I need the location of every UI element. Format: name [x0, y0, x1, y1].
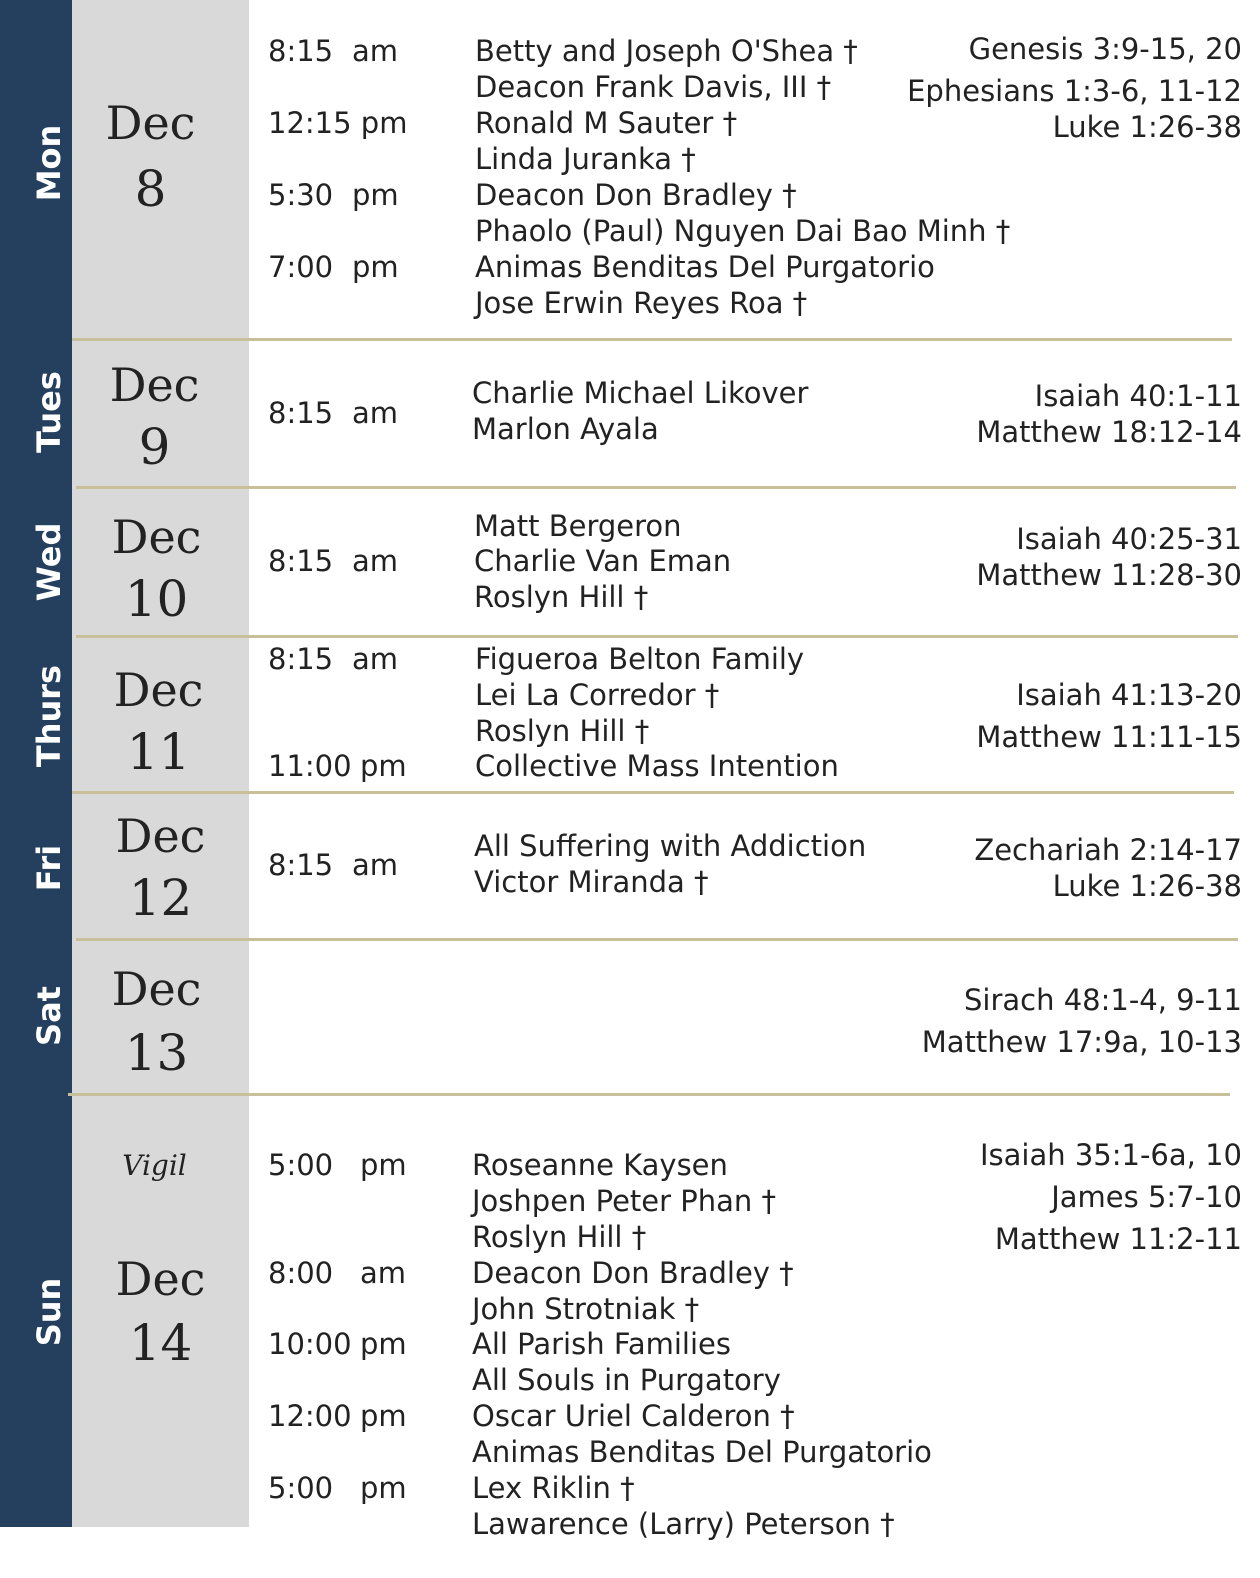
intention-name: Lex Riklin †	[472, 1471, 635, 1505]
intention-name: Figueroa Belton Family	[475, 642, 805, 676]
intention-name: Deacon Don Bradley †	[472, 1256, 794, 1290]
date-day: 11	[126, 723, 191, 781]
intention-name: Deacon Don Bradley †	[475, 178, 797, 212]
intention-name: Animas Benditas Del Purgatorio	[475, 250, 935, 284]
row-separator	[76, 635, 1238, 638]
intention-name: Deacon Frank Davis, III †	[475, 70, 832, 104]
intention-name: Phaolo (Paul) Nguyen Dai Bao Minh †	[475, 214, 1011, 248]
intention-name: All Suffering with Addiction	[474, 829, 867, 863]
reading: Isaiah 35:1-6a, 10	[979, 1138, 1242, 1172]
date-day: 9	[138, 418, 171, 476]
row-separator	[68, 1093, 1230, 1096]
mass-ampm: am	[352, 848, 399, 882]
row-separator	[76, 486, 1236, 489]
reading: Matthew 11:11-15	[976, 720, 1242, 754]
row-separator	[72, 791, 1234, 794]
intention-name: Matt Bergeron	[474, 509, 682, 543]
intention-name: Joshpen Peter Phan †	[472, 1184, 777, 1218]
mass-ampm: am	[352, 396, 399, 430]
reading: Zechariah 2:14-17	[974, 833, 1242, 867]
row-separator	[76, 938, 1238, 941]
mass-time: 8:15	[268, 34, 334, 68]
intention-name: Roslyn Hill †	[474, 580, 649, 614]
intention-name: All Souls in Purgatory	[472, 1363, 781, 1397]
mass-ampm: am	[352, 642, 399, 676]
mass-time: 5:00	[268, 1471, 334, 1505]
reading: Isaiah 40:1-11	[1034, 379, 1242, 413]
day-name: Tues	[30, 371, 68, 453]
date-label	[72, 809, 249, 933]
day-name: Thurs	[30, 664, 68, 768]
date-label	[68, 962, 245, 1086]
date-label	[68, 510, 245, 634]
reading: Genesis 3:9-15, 20	[968, 32, 1242, 66]
mass-ampm: pm	[352, 250, 399, 284]
date-month: Dec	[113, 663, 204, 717]
mass-time: 12:00	[268, 1399, 352, 1433]
mass-ampm: am	[360, 1256, 407, 1290]
reading: Sirach 48:1-4, 9-11	[964, 983, 1242, 1017]
date-month: Dec	[115, 809, 206, 863]
intention-name: Linda Juranka †	[475, 142, 696, 176]
intention-name: Jose Erwin Reyes Roa †	[475, 286, 808, 320]
intention-name: Animas Benditas Del Purgatorio	[472, 1435, 932, 1469]
day-name: Mon	[30, 124, 68, 202]
intention-name: Lei La Corredor †	[475, 678, 720, 712]
day-name: Sun	[30, 1277, 68, 1347]
mass-ampm: pm	[352, 178, 399, 212]
intention-name: All Parish Families	[472, 1327, 731, 1361]
reading: Isaiah 41:13-20	[1016, 678, 1242, 712]
vigil-label: Vigil	[122, 1149, 187, 1182]
mass-time: 8:15	[268, 642, 334, 676]
date-day: 14	[128, 1314, 193, 1372]
mass-ampm: pm	[360, 1148, 407, 1182]
intention-name: Marlon Ayala	[472, 412, 659, 446]
date-label	[70, 663, 247, 787]
mass-ampm: pm	[360, 1399, 407, 1433]
intention-name: Ronald M Sauter †	[475, 106, 738, 140]
date-month: Dec	[105, 96, 196, 150]
mass-time: 11:00	[268, 749, 352, 783]
date-month: Dec	[109, 358, 200, 412]
mass-time: 5:00	[268, 1148, 334, 1182]
date-label	[66, 358, 243, 482]
mass-time: 8:15	[268, 544, 334, 578]
reading: Ephesians 1:3-6, 11-12	[907, 74, 1242, 108]
date-month: Dec	[111, 962, 202, 1016]
date-day: 8	[134, 160, 167, 218]
reading: Matthew 11:28-30	[976, 558, 1242, 592]
date-month: Dec	[115, 1252, 206, 1306]
date-label	[72, 1252, 249, 1376]
date-day: 10	[124, 570, 189, 628]
mass-ampm: am	[352, 544, 399, 578]
reading: Luke 1:26-38	[1052, 869, 1242, 903]
date-month: Dec	[111, 510, 202, 564]
mass-time: 8:00	[268, 1256, 334, 1290]
mass-ampm: pm	[360, 749, 407, 783]
intention-name: Roslyn Hill †	[475, 714, 650, 748]
intention-name: Lawarence (Larry) Peterson †	[472, 1507, 895, 1541]
intention-name: Roslyn Hill †	[472, 1220, 647, 1254]
reading: James 5:7-10	[1051, 1180, 1242, 1214]
day-name: Fri	[30, 844, 68, 892]
day-name: Sat	[30, 986, 68, 1046]
mass-ampm: am	[352, 34, 399, 68]
intention-name: Victor Miranda †	[474, 865, 709, 899]
reading: Matthew 17:9a, 10-13	[921, 1025, 1242, 1059]
day-name: Wed	[30, 522, 68, 602]
intention-name: Charlie Van Eman	[474, 544, 732, 578]
intention-name: John Strotniak †	[472, 1292, 700, 1326]
date-day: 12	[128, 869, 193, 927]
mass-time: 8:15	[268, 848, 334, 882]
reading: Luke 1:26-38	[1052, 110, 1242, 144]
mass-time: 12:15 pm	[268, 106, 408, 140]
reading: Matthew 11:2-11	[994, 1222, 1242, 1256]
row-separator	[72, 338, 1232, 341]
intention-name: Collective Mass Intention	[475, 749, 839, 783]
intention-name: Betty and Joseph O'Shea †	[475, 34, 858, 68]
mass-ampm: pm	[360, 1327, 407, 1361]
intention-name: Charlie Michael Likover	[472, 376, 809, 410]
reading: Isaiah 40:25-31	[1016, 522, 1242, 556]
date-label	[62, 96, 239, 220]
mass-time: 5:30	[268, 178, 334, 212]
intention-name: Roseanne Kaysen	[472, 1148, 728, 1182]
intention-name: Oscar Uriel Calderon †	[472, 1399, 795, 1433]
mass-time: 10:00	[268, 1327, 352, 1361]
mass-time: 7:00	[268, 250, 334, 284]
mass-time: 8:15	[268, 396, 334, 430]
date-day: 13	[124, 1024, 189, 1082]
reading: Matthew 18:12-14	[976, 415, 1242, 449]
mass-ampm: pm	[360, 1471, 407, 1505]
